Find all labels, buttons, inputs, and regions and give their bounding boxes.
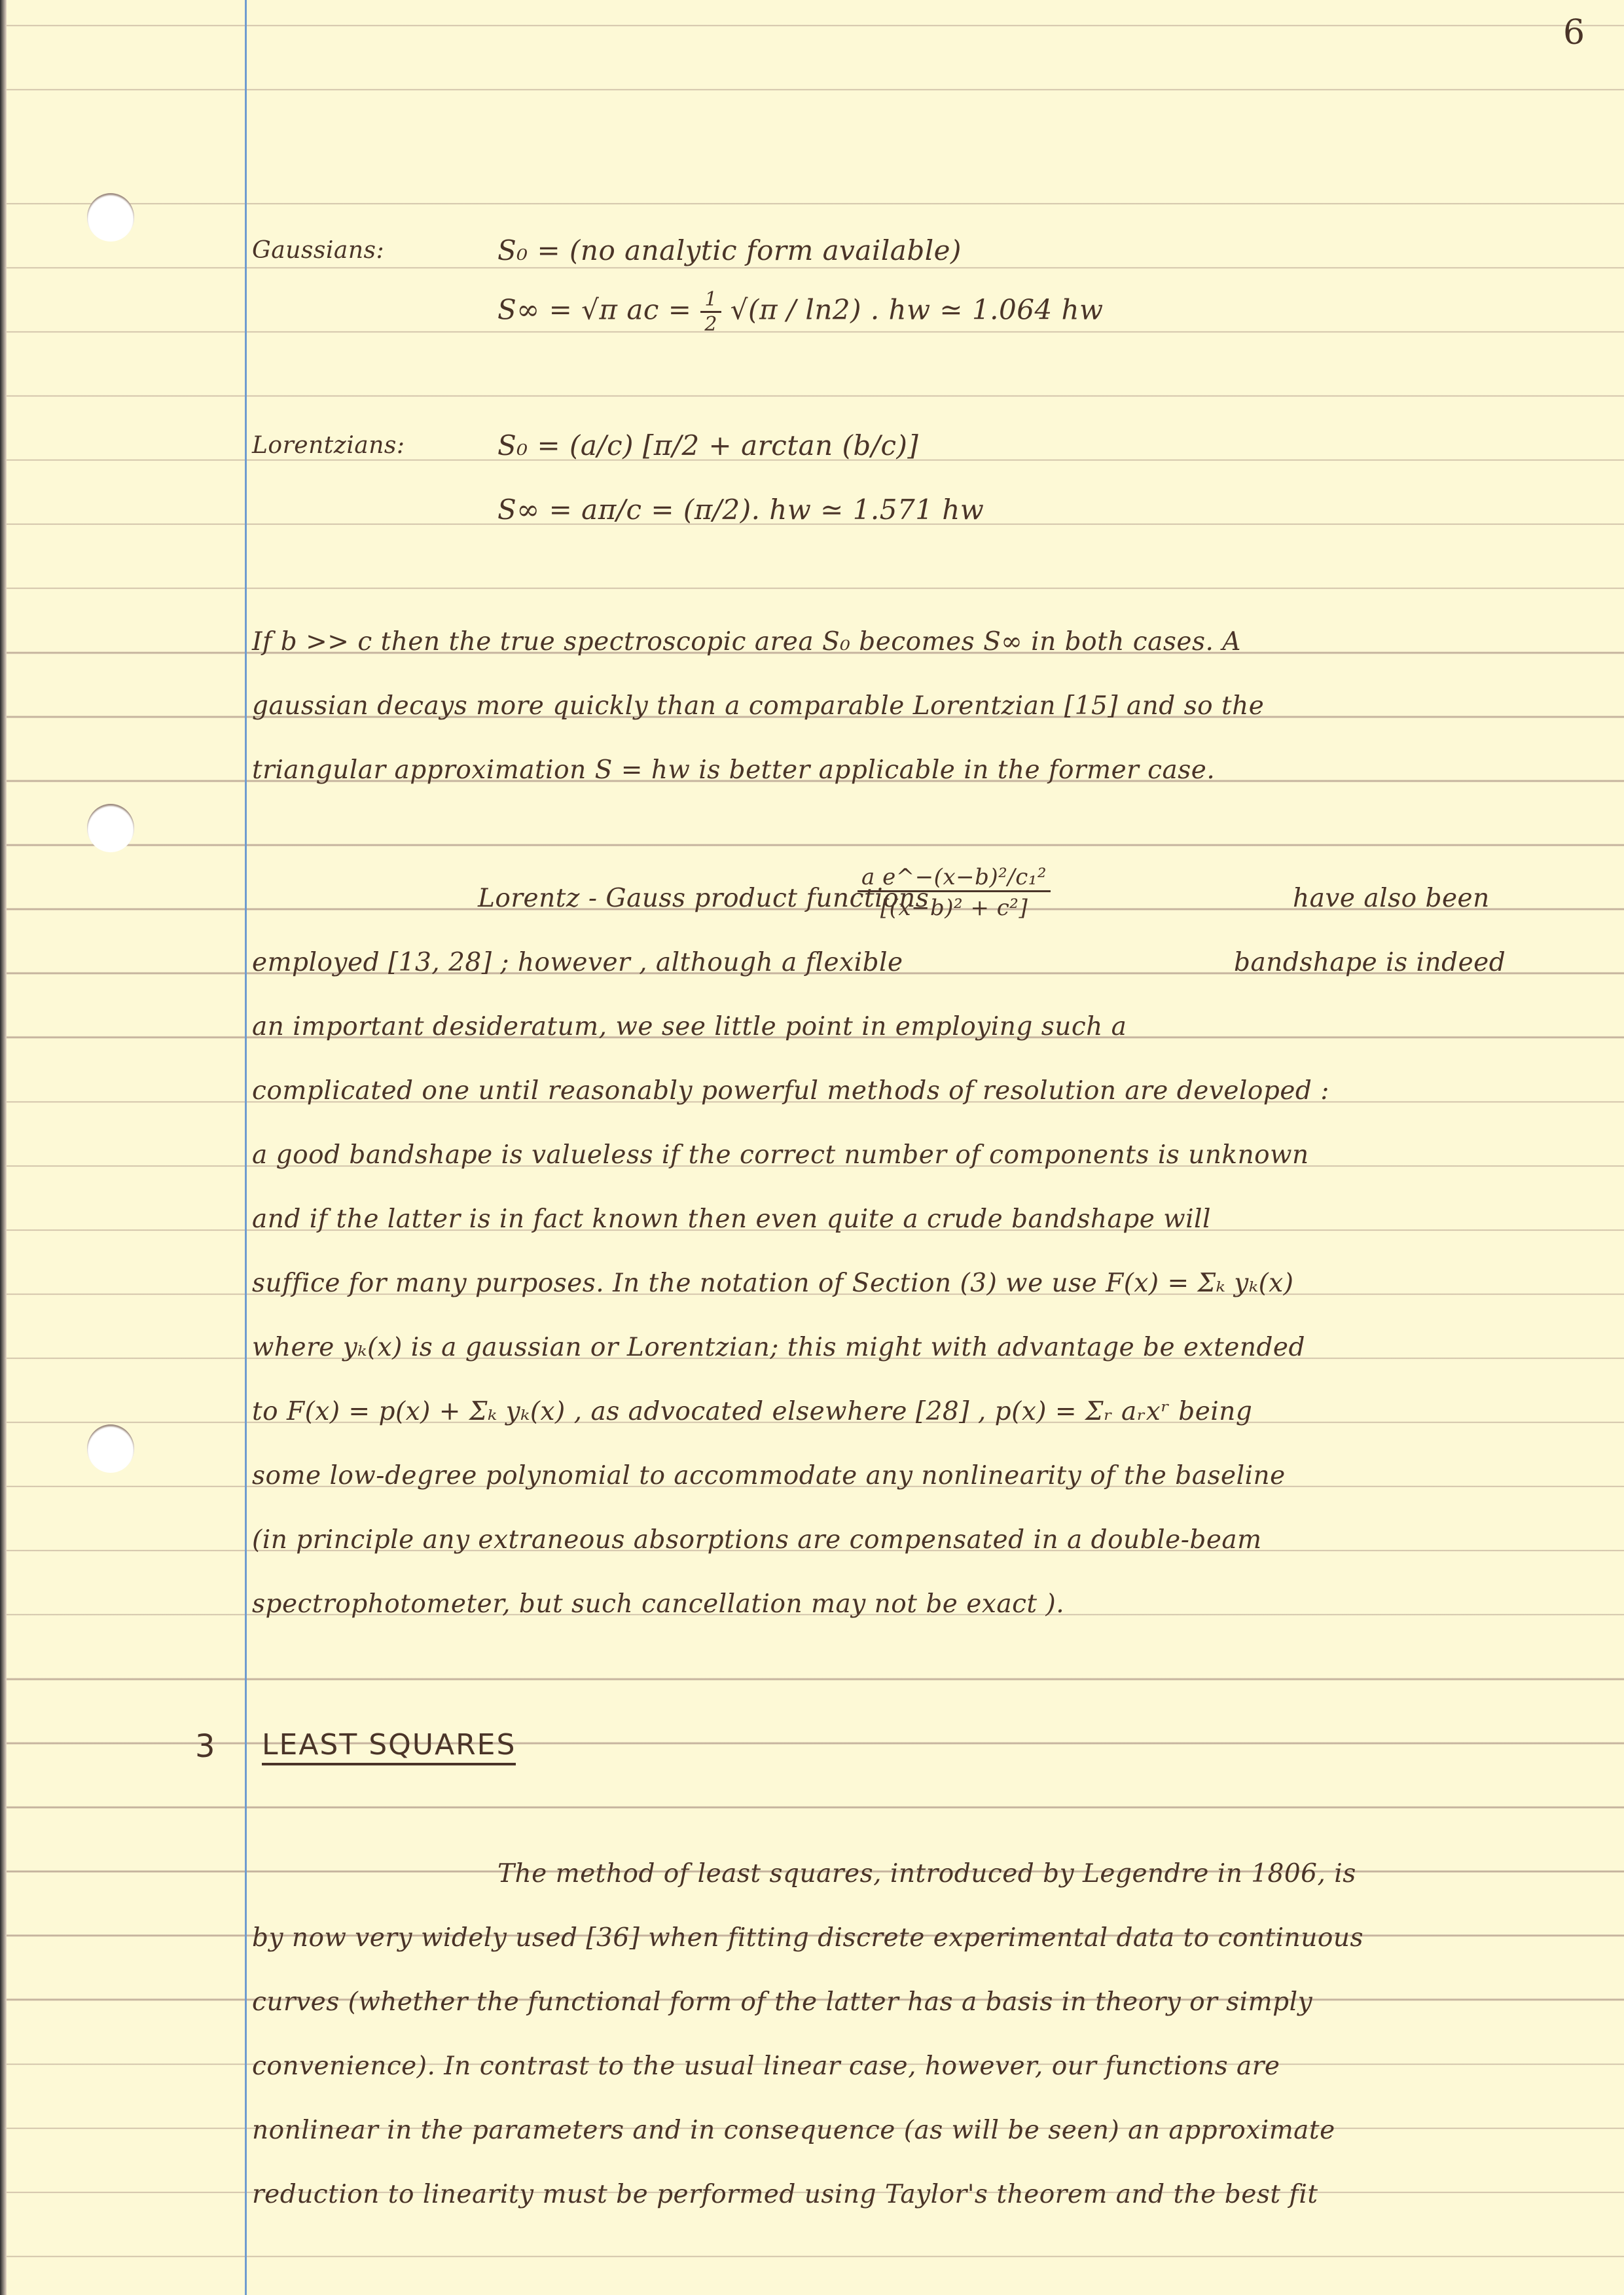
paragraph-line: bandshape is indeed <box>1234 948 1506 977</box>
paragraph-line: triangular approximation S = hw is better applicable in the former case. <box>252 755 1216 785</box>
paragraph-line: (in principle any extraneous absorptions are compensated in a double-beam <box>252 1525 1262 1555</box>
paragraph-line: some low-degree polynomial to accommodate any nonlinearity of the baseline <box>252 1461 1286 1491</box>
paragraph-line: to F(x) = p(x) + Σₖ yₖ(x) , as advocated elsewhere [28] , p(x) = Σᵣ aᵣxʳ being <box>252 1397 1253 1426</box>
punch-hole-bottom <box>87 1424 134 1473</box>
paragraph-line: If b >> c then the true spectroscopic area S₀ becomes S∞ in both cases. A <box>252 627 1241 657</box>
paragraph-line: nonlinear in the parameters and in consequence (as will be seen) an approximate <box>252 2116 1335 2145</box>
formula-denominator: [(x−b)² + c²] <box>880 895 1028 921</box>
paragraph-line: The method of least squares, introduced by Legendre in 1806, is <box>497 1859 1356 1888</box>
paragraph-line: reduction to linearity must be performed using Taylor's theorem and the best fit <box>252 2180 1318 2209</box>
paragraph-line: curves (whether the functional form of the latter has a basis in theory or simply <box>252 1987 1313 2017</box>
lorentzian-s0-equation: S₀ = (a/c) [π/2 + arctan (b/c)] <box>497 429 919 461</box>
gaussian-sinf-rhs: . hw ≃ 1.064 hw <box>870 293 1104 326</box>
paragraph-line: Lorentz - Gauss product functions <box>478 884 929 913</box>
paragraph-line: suffice for many purposes. In the notation of Section (3) we use F(x) = Σₖ yₖ(x) <box>252 1269 1294 1298</box>
gaussian-sqrt-term: √(π / ln2) <box>730 293 861 326</box>
fraction-denominator: 2 <box>704 313 717 336</box>
section-number: 3 <box>195 1728 215 1765</box>
lorentzians-label: Lorentzians: <box>252 432 405 459</box>
paragraph-line: an important desideratum, we see little point in employing such a <box>252 1012 1127 1041</box>
page-edge <box>0 0 7 2295</box>
paragraph-line: a good bandshape is valueless if the correct number of components is unknown <box>252 1140 1309 1170</box>
punch-hole-middle <box>87 804 134 852</box>
margin-line <box>245 0 247 2295</box>
paragraph-line: by now very widely used [36] when fitting discrete experimental data to continuous <box>252 1923 1363 1953</box>
paragraph-line: employed [13, 28] ; however , although a flexible <box>252 948 903 977</box>
punch-hole-top <box>87 193 134 242</box>
paragraph-line: where yₖ(x) is a gaussian or Lorentzian; this might with advantage be extended <box>252 1333 1305 1362</box>
paragraph-line: complicated one until reasonably powerful methods of resolution are developed : <box>252 1076 1329 1106</box>
half-fraction <box>700 288 721 336</box>
fraction-numerator: 1 <box>700 288 721 313</box>
gaussians-label: Gaussians: <box>252 237 385 264</box>
gaussian-sinf-equation <box>497 288 1104 336</box>
gaussian-s0-equation: S₀ = (no analytic form available) <box>497 234 962 266</box>
section-heading: LEAST SQUARES <box>262 1728 516 1765</box>
paragraph-line: spectrophotometer, but such cancellation may not be exact ). <box>252 1589 1065 1619</box>
page-number: 6 <box>1563 13 1585 52</box>
paragraph-line: have also been <box>1293 884 1490 913</box>
lorentz-gauss-formula <box>857 864 1051 924</box>
lorentzian-sinf-equation: S∞ = aπ/c = (π/2). hw ≃ 1.571 hw <box>497 494 984 526</box>
formula-numerator: a e^−(x−b)²/c₁² <box>857 864 1051 892</box>
paragraph-line: and if the latter is in fact known then even quite a crude bandshape will <box>252 1204 1212 1234</box>
gaussian-sinf-lhs: S∞ = √π ac = <box>497 293 692 326</box>
paragraph-line: gaussian decays more quickly than a comparable Lorentzian [15] and so the <box>252 691 1265 721</box>
paragraph-line: convenience). In contrast to the usual linear case, however, our functions are <box>252 2051 1280 2081</box>
